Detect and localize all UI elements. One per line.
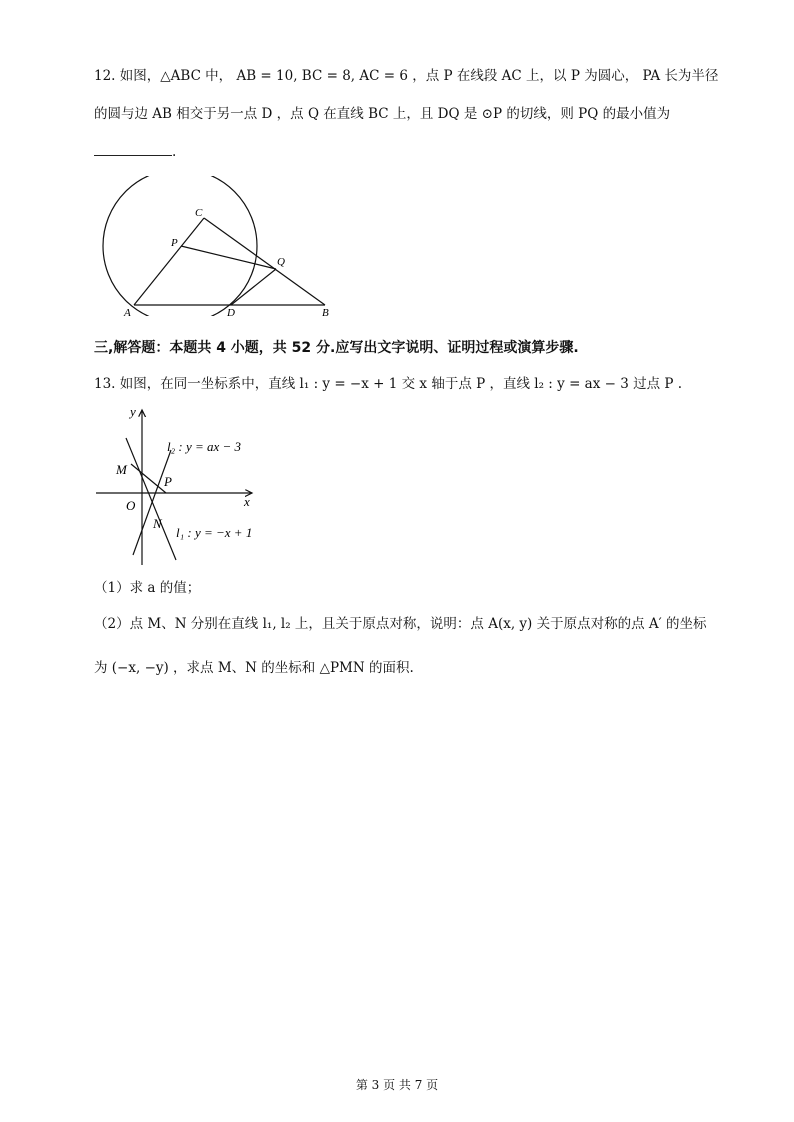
circle-p: [103, 176, 257, 316]
q13-line-1: 13. 如图，在同一坐标系中，直线 l₁ : y = −x + 1 交 x 轴于点 P ，直线 l₂ : y = ax − 3 过点 P .: [94, 376, 683, 392]
q12-line-3-end: .: [172, 144, 177, 160]
segment-cb: [204, 218, 325, 305]
label-m: M: [116, 462, 127, 477]
label-n: N: [153, 516, 162, 531]
section-3-heading: 三,解答题：本题共 4 小题，共 52 分.应写出文字说明、证明过程或演算步骤.: [94, 340, 579, 356]
label-p2: P: [164, 474, 172, 489]
label-b: B: [322, 307, 329, 316]
segment-dq: [231, 269, 276, 305]
q13-part-2-line-2: 为 (−x, −y) ，求点 M、N 的坐标和 △PMN 的面积.: [94, 660, 414, 676]
segment-pq: [181, 246, 276, 269]
label-d: D: [227, 307, 235, 316]
q12-answer-line: [94, 142, 176, 162]
label-l1: l₁ : y = −x + 1: [176, 525, 253, 540]
q12-figure: [96, 176, 356, 316]
label-o: O: [126, 498, 136, 513]
answer-blank: [94, 143, 172, 156]
line-l2: [133, 450, 171, 555]
label-c: C: [195, 207, 203, 219]
label-p: P: [171, 237, 178, 249]
q13-part-2-line-1: （2）点 M、N 分别在直线 l₁, l₂ 上，且关于原点对称，说明：点 A(x, y) 关于原点对称的点 A′ 的坐标: [94, 616, 707, 632]
q13-part-1: （1）求 a 的值；: [94, 580, 201, 596]
page-footer: 第 3 页 共 7 页: [355, 1078, 439, 1092]
segment-ac: [134, 218, 204, 305]
label-x: x: [244, 494, 250, 509]
q12-line-2: 的圆与边 AB 相交于另一点 D ，点 Q 在直线 BC 上，且 DQ 是 ⊙P 的切线，则 PQ 的最小值为: [94, 106, 671, 122]
q12-line-1: 12. 如图，△ABC 中， AB = 10, BC = 8, AC = 6 ，点 P 在线段 AC 上，以 P 为圆心， PA 长为半径: [94, 68, 719, 84]
label-y: y: [130, 404, 136, 419]
label-q: Q: [277, 256, 285, 268]
q13-figure: [94, 400, 274, 570]
label-a: A: [124, 307, 131, 316]
label-l2: l₂ : y = ax − 3: [167, 439, 242, 454]
